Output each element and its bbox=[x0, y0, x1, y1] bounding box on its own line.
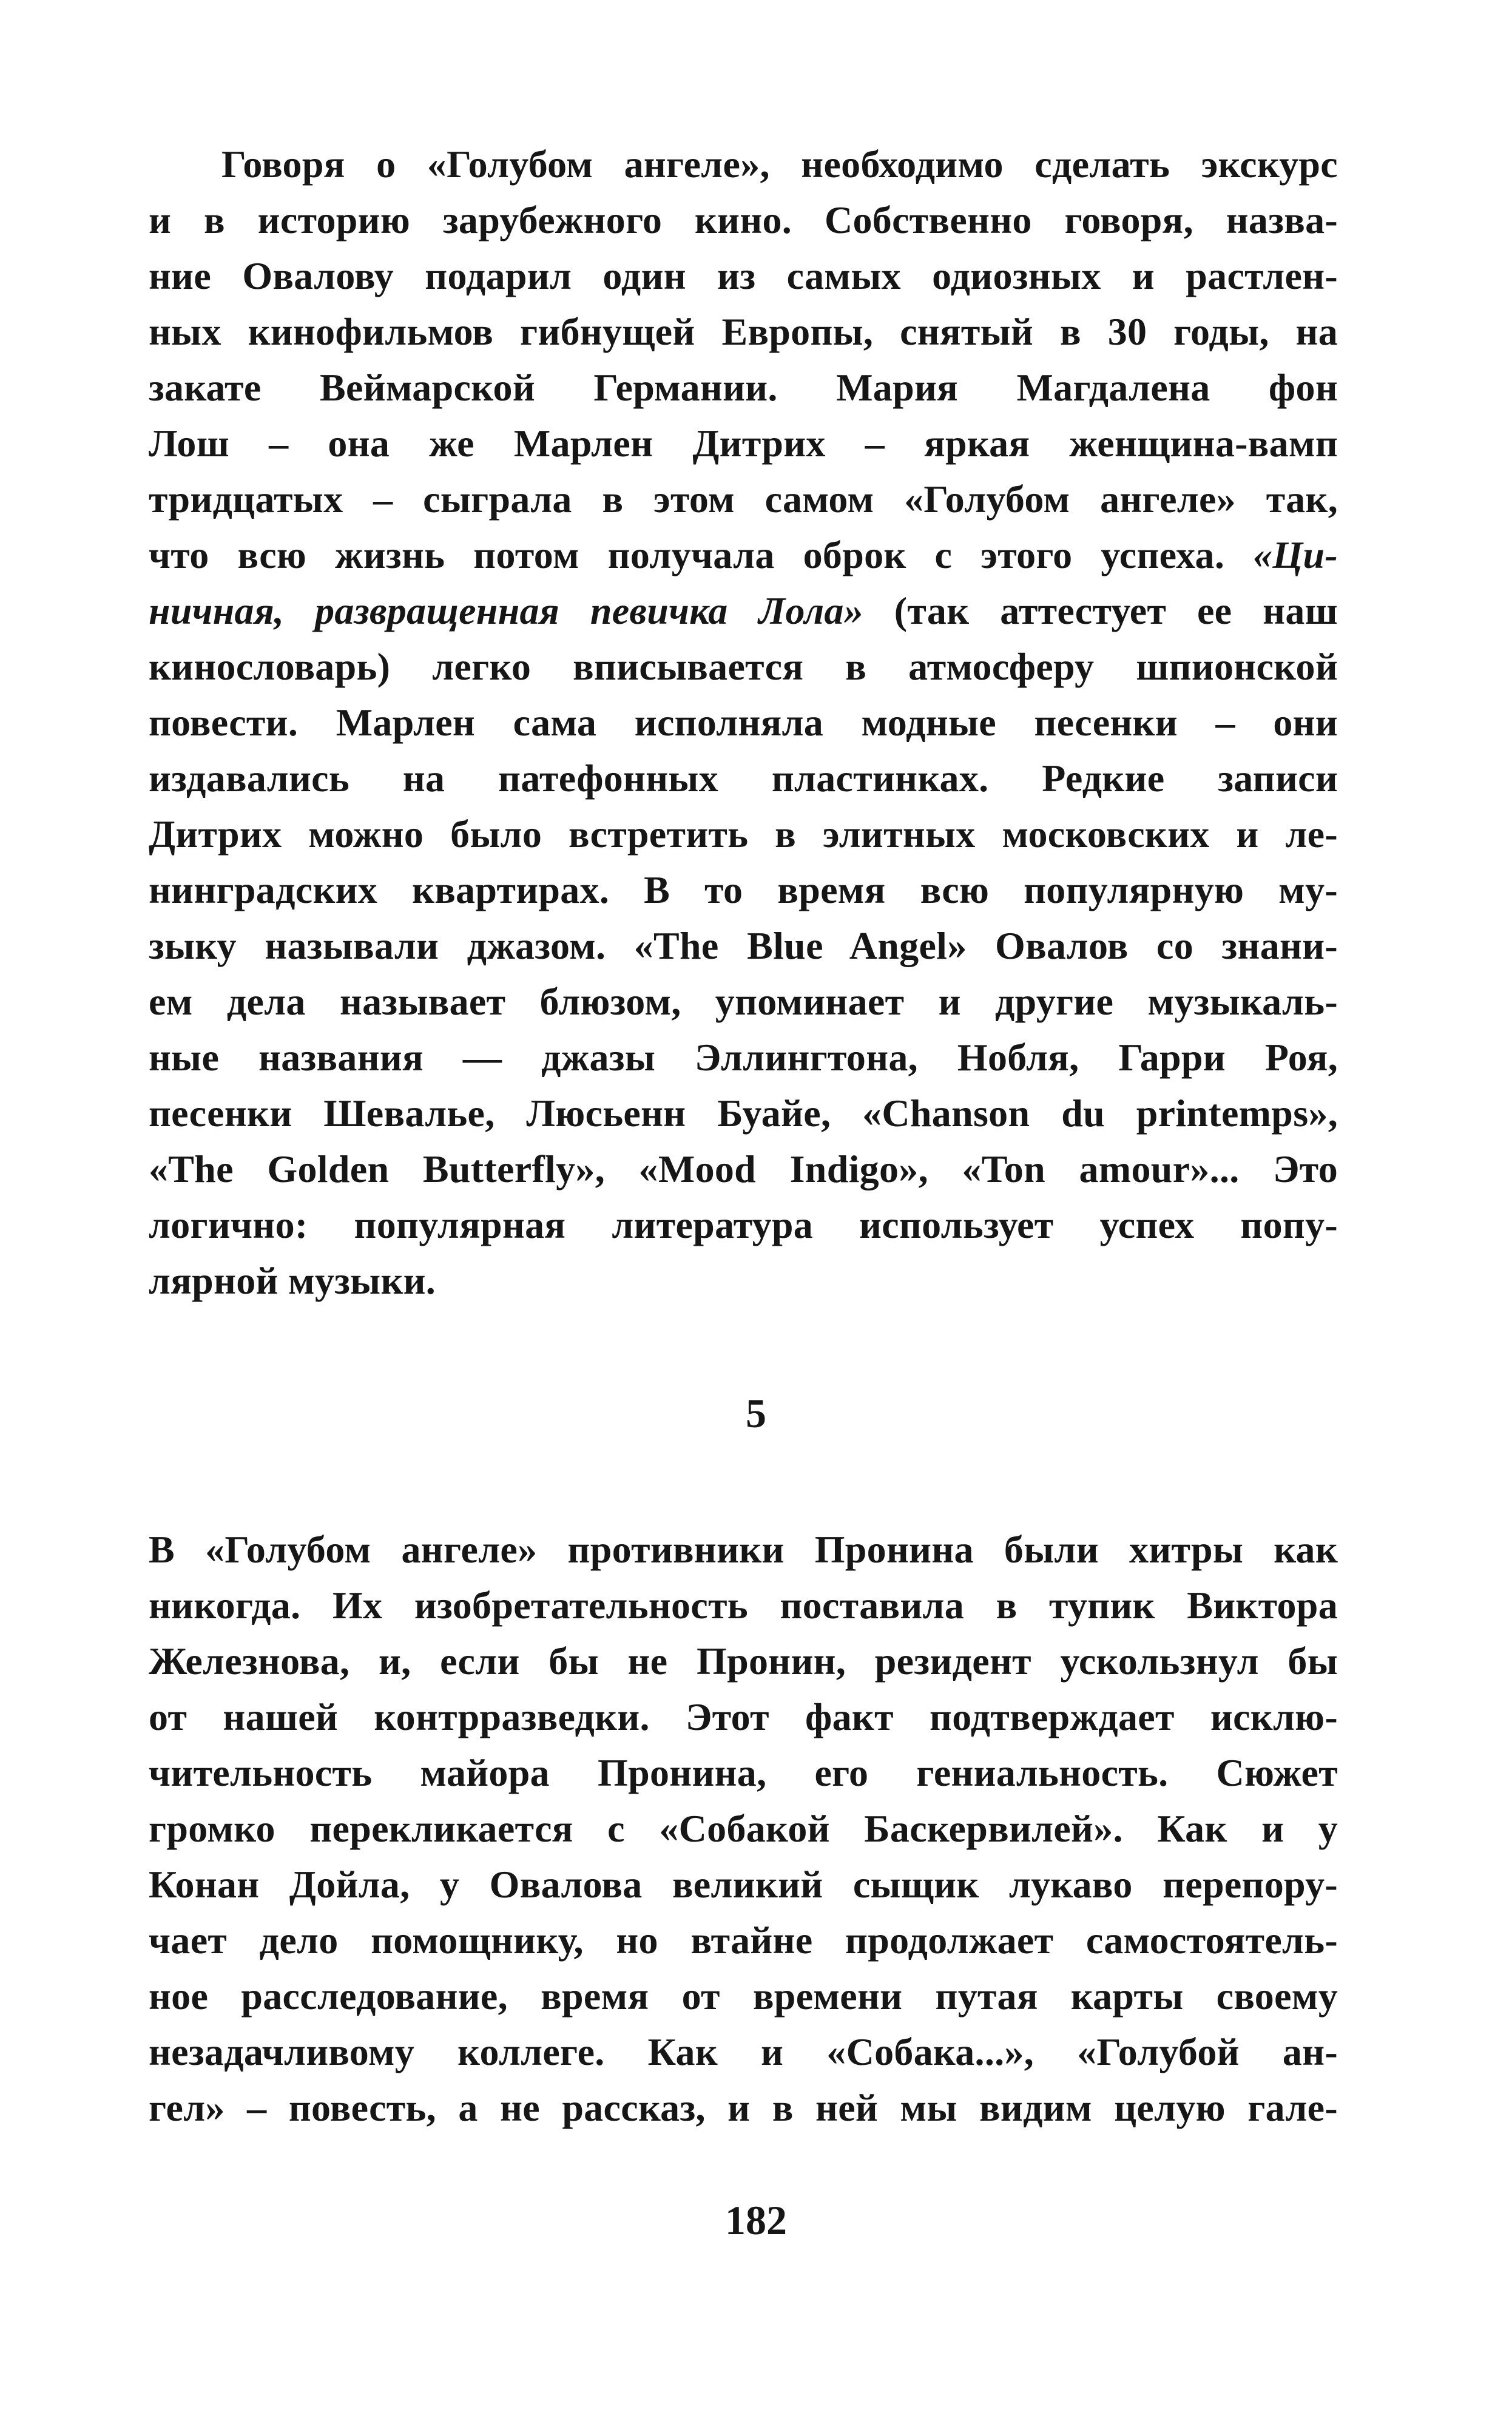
text-line: Лош – она же Марлен Дитрих – яркая женщина-вамп bbox=[149, 422, 1338, 465]
text-line: издавались на патефонных пластинках. Редкие записи bbox=[149, 757, 1338, 800]
text-line: и в историю зарубежного кино. Собственно говоря, назва- bbox=[149, 198, 1338, 241]
text-line: ные названия — джазы Эллингтона, Нобля, Гарри Роя, bbox=[149, 1036, 1338, 1079]
text-line: «The Golden Butterfly», «Mood Indigo», «Ton amour»... Это bbox=[149, 1147, 1338, 1190]
text-line: чает дело помощнику, но втайне продолжает самостоятель- bbox=[149, 1919, 1338, 1962]
text-line: громко перекликается с «Собакой Баскервилей». Как и у bbox=[149, 1807, 1338, 1850]
text-line: нинградских квартирах. В то время всю популярную му- bbox=[149, 868, 1338, 911]
italic-quote: ничная, развращенная певичка Лола» bbox=[149, 589, 863, 632]
text-line: песенки Шевалье, Люсьенн Буайе, «Chanson du printemps», bbox=[149, 1092, 1338, 1135]
text-line: Конан Дойла, у Овалова великий сыщик лукаво перепору- bbox=[149, 1863, 1338, 1906]
text-line: лярной музыки. bbox=[149, 1259, 436, 1302]
text-line: кинословарь) легко вписывается в атмосферу шпионской bbox=[149, 645, 1338, 688]
text-line: чительность майора Пронина, его гениальность. Сюжет bbox=[149, 1751, 1338, 1794]
text-line: логично: популярная литература использует успех попу- bbox=[149, 1203, 1338, 1246]
text-line: Железнова, и, если бы не Пронин, резидент ускользнул бы bbox=[149, 1640, 1338, 1683]
text-line: Дитрих можно было встретить в элитных московских и ле- bbox=[149, 812, 1338, 856]
text-line: ное расследование, время от времени путая карты своему bbox=[149, 1974, 1338, 2018]
text-line: ние Овалову подарил один из самых одиозных и растлен- bbox=[149, 254, 1338, 297]
page-number: 182 bbox=[725, 2197, 787, 2243]
text-line: незадачливому коллеге. Как и «Собака...», «Голубой ан- bbox=[149, 2030, 1338, 2073]
text-line bbox=[149, 527, 1338, 583]
text-line: зыку называли джазом. «The Blue Angel» Овалов со знани- bbox=[149, 924, 1338, 967]
text-line: никогда. Их изобретательность поставила в тупик Виктора bbox=[149, 1584, 1338, 1627]
text-line: ем дела называет блюзом, упоминает и другие музыкаль- bbox=[149, 980, 1338, 1023]
text-line bbox=[149, 583, 1338, 639]
text-line: Говоря о «Голубом ангеле», необходимо сделать экскурс bbox=[221, 143, 1338, 186]
text-line: гел» – повесть, а не рассказ, и в ней мы видим целую гале- bbox=[149, 2086, 1338, 2129]
text-run: что всю жизнь потом получала оброк с этого успеха. bbox=[149, 533, 1225, 576]
text-line: закате Веймарской Германии. Мария Магдалена фон bbox=[149, 366, 1338, 409]
section-number: 5 bbox=[746, 1390, 766, 1436]
text-line: повести. Марлен сама исполняла модные песенки – они bbox=[149, 701, 1338, 744]
text-line: В «Голубом ангеле» противники Пронина были хитры как bbox=[149, 1528, 1338, 1571]
text-line: от нашей контрразведки. Этот факт подтверждает исклю- bbox=[149, 1695, 1338, 1738]
text-run: (так аттестует ее наш bbox=[894, 589, 1338, 632]
text-line: тридцатых – сыграла в этом самом «Голубом ангеле» так, bbox=[149, 478, 1338, 521]
text-line: ных кинофильмов гибнущей Европы, снятый в 30 годы, на bbox=[149, 310, 1338, 353]
italic-quote: «Ци- bbox=[1253, 533, 1338, 576]
